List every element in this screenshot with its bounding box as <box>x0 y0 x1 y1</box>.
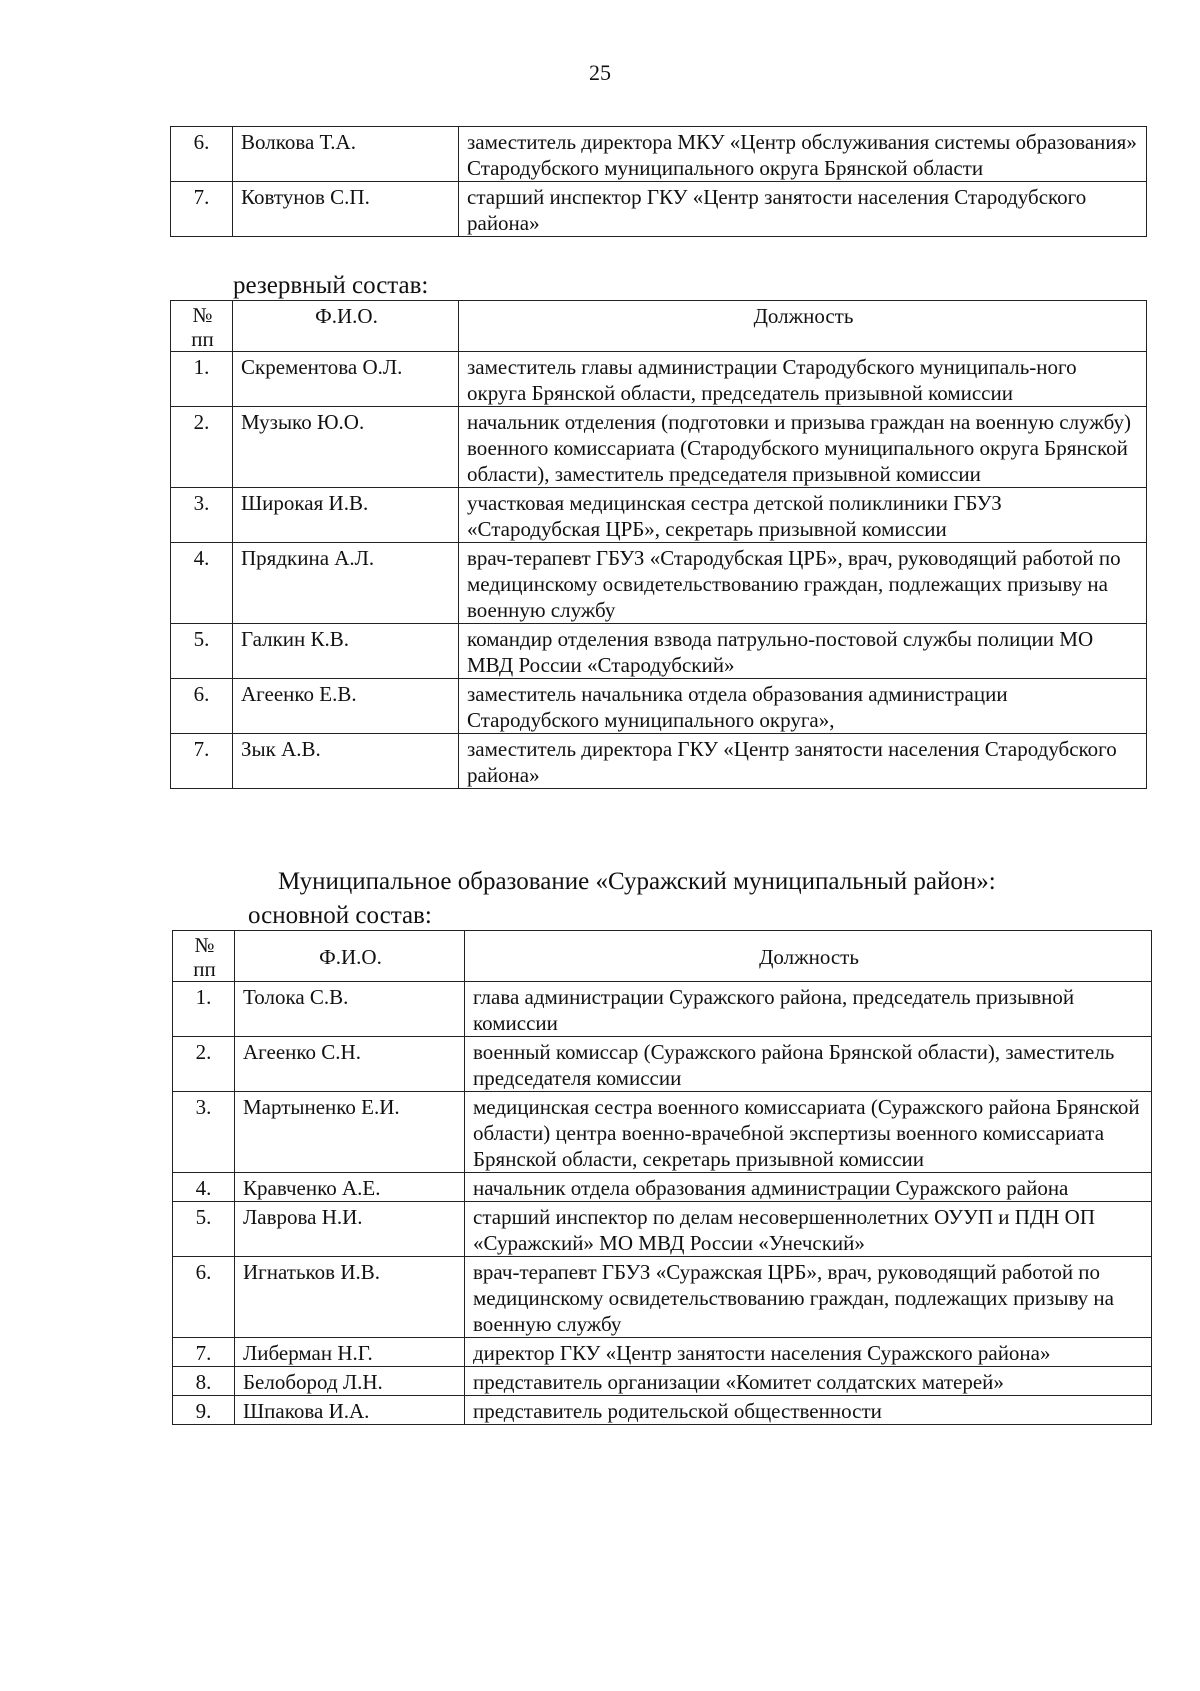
table-row <box>171 543 1147 624</box>
member-name: Толока С.В. <box>235 982 465 1037</box>
member-name: Агеенко С.Н. <box>235 1037 465 1092</box>
member-position: заместитель главы администрации Стародубского муниципаль-ного округа Брянской области, председатель призывной комиссии <box>459 352 1147 407</box>
row-number: 6. <box>171 679 233 734</box>
member-position: медицинская сестра военного комиссариата (Суражского района Брянской области) центра военно-врачебной экспертизы военного комиссариата Брянской области, секретарь призывной комиссии <box>465 1092 1152 1173</box>
member-name: Волкова Т.А. <box>233 127 459 182</box>
row-number: 7. <box>171 182 233 237</box>
column-header-number: № пп <box>173 931 235 982</box>
row-number: 9. <box>173 1396 235 1425</box>
table-header-row <box>171 301 1147 352</box>
table-row <box>173 1173 1152 1202</box>
commission-table-continued <box>170 126 1147 237</box>
row-number: 3. <box>173 1092 235 1173</box>
row-number: 5. <box>173 1202 235 1257</box>
table-row <box>173 1037 1152 1092</box>
row-number: 4. <box>171 543 233 624</box>
member-name: Агеенко Е.В. <box>233 679 459 734</box>
member-position: директор ГКУ «Центр занятости населения Суражского района» <box>465 1338 1152 1367</box>
member-position: глава администрации Суражского района, председатель призывной комиссии <box>465 982 1152 1037</box>
row-number: 1. <box>171 352 233 407</box>
municipality-heading: Муниципальное образование «Суражский муниципальный район»: <box>278 868 996 895</box>
table-row <box>171 182 1147 237</box>
member-name: Прядкина А.Л. <box>233 543 459 624</box>
column-header-name: Ф.И.О. <box>235 931 465 982</box>
table-row <box>171 679 1147 734</box>
member-name: Игнатьков И.В. <box>235 1257 465 1338</box>
page-number: 25 <box>589 60 611 85</box>
member-position: старший инспектор по делам несовершеннолетних ОУУП и ПДН ОП «Суражский» МО МВД России «Унечский» <box>465 1202 1152 1257</box>
member-position: участковая медицинская сестра детской поликлиники ГБУЗ «Стародубская ЦРБ», секретарь призывной комиссии <box>459 488 1147 543</box>
column-header-name: Ф.И.О. <box>233 301 459 352</box>
member-position: представитель родительской общественности <box>465 1396 1152 1425</box>
table-row <box>171 624 1147 679</box>
table-row <box>171 352 1147 407</box>
member-position: заместитель начальника отдела образования администрации Стародубского муниципального округа», <box>459 679 1147 734</box>
table-row <box>171 127 1147 182</box>
member-position: представитель организации «Комитет солдатских матерей» <box>465 1367 1152 1396</box>
member-position: врач-терапевт ГБУЗ «Суражская ЦРБ», врач, руководящий работой по медицинскому освидетельствованию граждан, подлежащих призыву на военную службу <box>465 1257 1152 1338</box>
member-name: Скрементова О.Л. <box>233 352 459 407</box>
member-position: заместитель директора ГКУ «Центр занятости населения Стародубского района» <box>459 734 1147 789</box>
member-name: Широкая И.В. <box>233 488 459 543</box>
row-number: 7. <box>173 1338 235 1367</box>
member-name: Лаврова Н.И. <box>235 1202 465 1257</box>
member-position: начальник отделения (подготовки и призыва граждан на военную службу) военного комиссариата (Стародубского муниципального округа Брянской области), заместитель председателя призывной комиссии <box>459 407 1147 488</box>
table-row <box>173 1202 1152 1257</box>
row-number: 3. <box>171 488 233 543</box>
row-number: 1. <box>173 982 235 1037</box>
row-number: 2. <box>171 407 233 488</box>
column-header-position: Должность <box>459 301 1147 352</box>
member-position: командир отделения взвода патрульно-постовой службы полиции МО МВД России «Стародубский» <box>459 624 1147 679</box>
main-caption: основной состав: <box>248 902 432 929</box>
row-number: 5. <box>171 624 233 679</box>
member-name: Ковтунов С.П. <box>233 182 459 237</box>
table-row <box>173 1092 1152 1173</box>
member-name: Либерман Н.Г. <box>235 1338 465 1367</box>
table-row <box>171 734 1147 789</box>
member-name: Музыко Ю.О. <box>233 407 459 488</box>
reserve-caption: резервный состав: <box>233 272 429 299</box>
main-table <box>172 930 1152 1425</box>
table-row <box>173 1396 1152 1425</box>
column-header-position: Должность <box>465 931 1152 982</box>
member-name: Белобород Л.Н. <box>235 1367 465 1396</box>
table-row <box>173 1338 1152 1367</box>
member-position: военный комиссар (Суражского района Брянской области), заместитель председателя комиссии <box>465 1037 1152 1092</box>
member-name: Зык А.В. <box>233 734 459 789</box>
member-position: врач-терапевт ГБУЗ «Стародубская ЦРБ», врач, руководящий работой по медицинскому освидетельствованию граждан, подлежащих призыву на военную службу <box>459 543 1147 624</box>
row-number: 6. <box>171 127 233 182</box>
row-number: 4. <box>173 1173 235 1202</box>
member-name: Кравченко А.Е. <box>235 1173 465 1202</box>
table-row <box>171 488 1147 543</box>
table-row <box>173 1367 1152 1396</box>
row-number: 8. <box>173 1367 235 1396</box>
column-header-number: № пп <box>171 301 233 352</box>
member-position: начальник отдела образования администрации Суражского района <box>465 1173 1152 1202</box>
table-row <box>173 982 1152 1037</box>
reserve-table <box>170 300 1147 789</box>
row-number: 2. <box>173 1037 235 1092</box>
table-header-row <box>173 931 1152 982</box>
row-number: 6. <box>173 1257 235 1338</box>
member-position: старший инспектор ГКУ «Центр занятости населения Стародубского района» <box>459 182 1147 237</box>
table-row <box>171 407 1147 488</box>
table-row <box>173 1257 1152 1338</box>
member-name: Галкин К.В. <box>233 624 459 679</box>
member-name: Мартыненко Е.И. <box>235 1092 465 1173</box>
member-name: Шпакова И.А. <box>235 1396 465 1425</box>
member-position: заместитель директора МКУ «Центр обслуживания системы образования» Стародубского муниципального округа Брянской области <box>459 127 1147 182</box>
row-number: 7. <box>171 734 233 789</box>
